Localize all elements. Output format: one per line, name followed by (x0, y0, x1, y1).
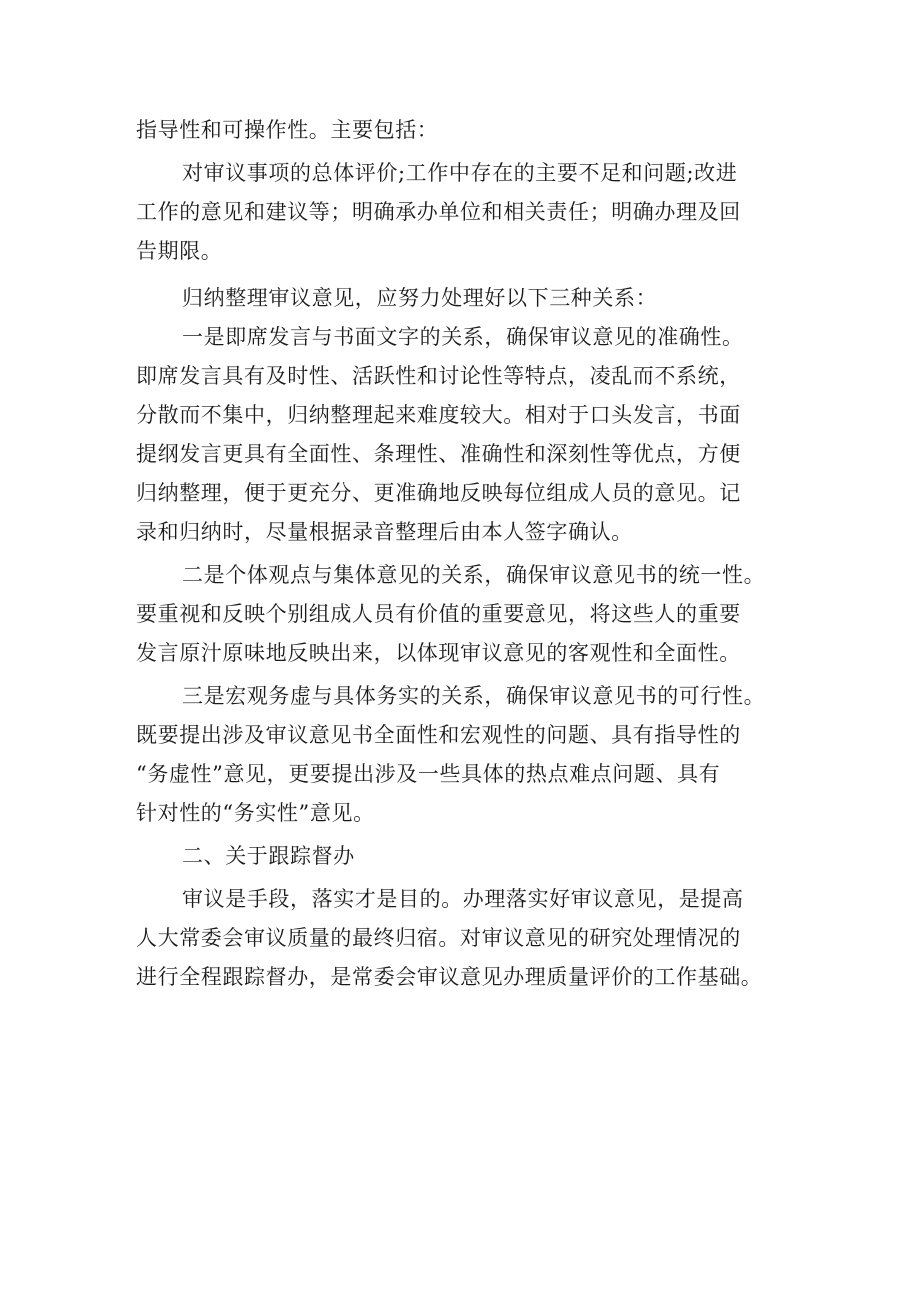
text-line: 归纳整理审议意见，应努力处理好以下三种关系： (182, 286, 658, 310)
text-line: “务虚性”意见，更要提出涉及一些具体的热点难点问题、具有 (136, 762, 721, 786)
section-heading: 二、关于跟踪督办 (182, 844, 355, 868)
text-line: 即席发言具有及时性、活跃性和讨论性等特点，凌乱而不系统， (136, 364, 741, 388)
document-body (136, 111, 788, 997)
text-line: 分散而不集中，归纳整理起来难度较大。相对于口头发言，书面 (136, 403, 741, 427)
text-line: 三是宏观务虚与具体务实的关系，确保审议意见书的可行性。 (182, 684, 766, 708)
text-line: 录和归纳时，尽量根据录音整理后由本人签字确认。 (136, 520, 633, 544)
text-line: 发言原汁原味地反映出来，以体现审议意见的客观性和全面性。 (136, 641, 741, 665)
text-line: 既要提出涉及审议意见书全面性和宏观性的问题、具有指导性的 (136, 723, 741, 747)
text-line: 二是个体观点与集体意见的关系，确保审议意见书的统一性。 (182, 563, 766, 587)
text-line: 提纲发言更具有全面性、条理性、准确性和深刻性等优点，方便 (136, 442, 741, 466)
text-line: 进行全程跟踪督办，是常委会审议意见办理质量评价的工作基础。 (136, 965, 763, 989)
text-line: 对审议事项的总体评价;工作中存在的主要不足和问题;改进 (182, 161, 738, 185)
text-line: 要重视和反映个别组成人员有价值的重要意见，将这些人的重要 (136, 602, 741, 626)
text-line: 指导性和可操作性。主要包括： (136, 118, 439, 142)
text-line: 告期限。 (136, 239, 223, 263)
text-line: 审议是手段，落实才是目的。办理落实好审议意见，是提高 (182, 887, 744, 911)
text-line: 归纳整理，便于更充分、更准确地反映每位组成人员的意见。记 (136, 481, 741, 505)
text-line: 人大常委会审议质量的最终归宿。对审议意见的研究处理情况的 (136, 926, 741, 950)
text-line: 针对性的“务实性”意见。 (136, 801, 375, 825)
text-line: 一是即席发言与书面文字的关系，确保审议意见的准确性。 (182, 325, 744, 349)
text-line: 工作的意见和建议等；明确承办单位和相关责任；明确办理及回 (136, 200, 741, 224)
